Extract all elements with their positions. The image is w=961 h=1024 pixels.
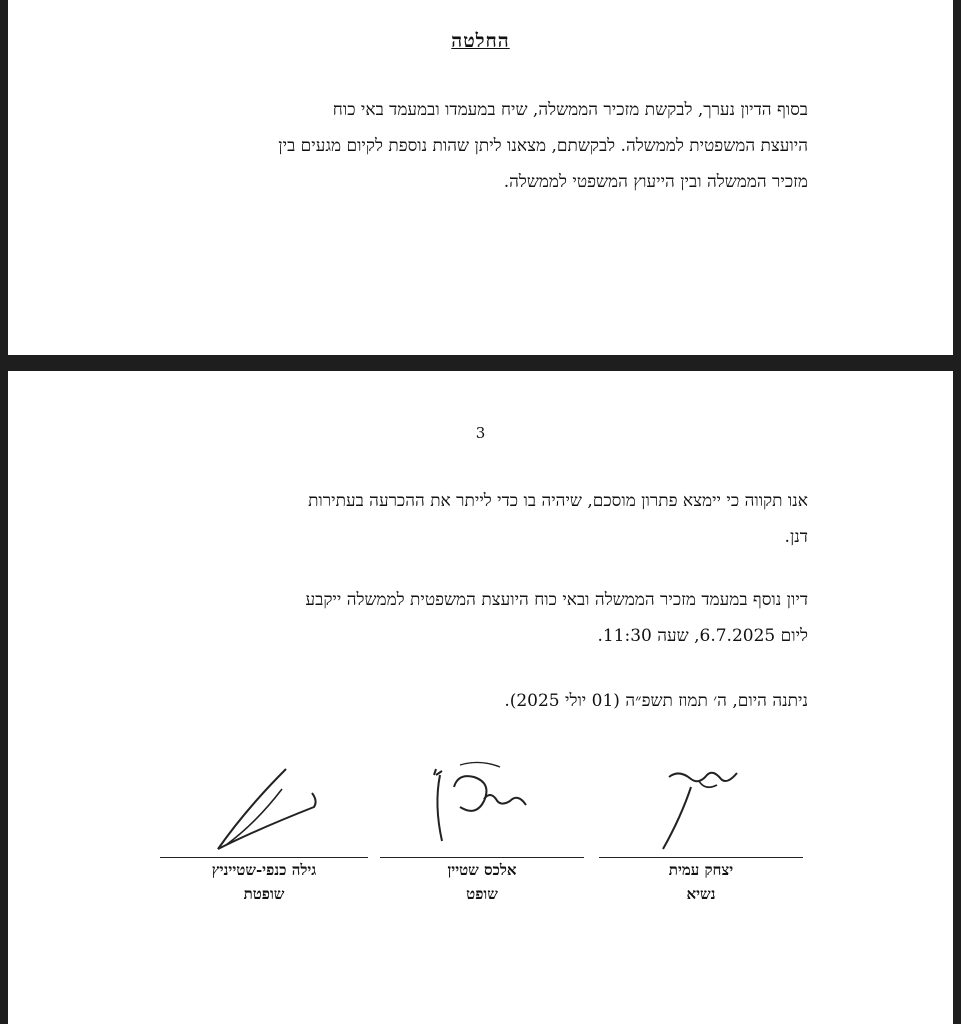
decision-line: בסוף הדיון נערך, לבקשת מזכיר הממשלה, שיח במעמדו ובמעמד באי כוח [332, 100, 808, 120]
given-today-line: ניתנה היום, ה׳ תמוז תשפ״ה (01 יולי 2025). [504, 691, 808, 711]
signature-line [380, 857, 584, 858]
signature-line [160, 857, 368, 858]
signer-title: שופטת [243, 885, 285, 903]
signer-title: שופט [466, 885, 498, 903]
signature-line [599, 857, 803, 858]
signer-name: יצחק עמית [668, 861, 734, 879]
handwritten-signature-icon [160, 757, 368, 857]
page-number: 3 [475, 424, 486, 442]
further-hearing-line: דיון נוסף במעמד מזכיר הממשלה ובאי כוח היועצת המשפטית לממשלה ייקבע [305, 590, 808, 610]
further-hearing-line: ליום 6.7.2025, שעה 11:30. [597, 626, 808, 646]
signer-name: גילה כנפי-שטייניץ [211, 861, 317, 879]
hope-line: אנו תקווה כי יימצא פתרון מוסכם, שיהיה בו כדי לייתר את ההכרעה בעתירות [308, 491, 808, 511]
handwritten-signature-icon [599, 757, 803, 857]
hope-paragraph [138, 483, 808, 555]
signer-title: נשיא [686, 885, 716, 903]
document-page-top [8, 0, 953, 355]
signer-name: אלכס שטיין [447, 861, 517, 879]
further-hearing-paragraph [138, 582, 808, 654]
document-page-bottom [8, 371, 953, 1024]
handwritten-signature-icon [380, 757, 584, 857]
decision-heading: החלטה [451, 30, 510, 52]
hope-line: דנן. [784, 527, 808, 547]
decision-paragraph [138, 92, 808, 200]
decision-line: מזכיר הממשלה ובין הייעוץ המשפטי לממשלה. [503, 172, 808, 192]
decision-line: היועצת המשפטית לממשלה. לבקשתם, מצאנו ליתן שהות נוספת לקיום מגעים בין [278, 136, 808, 156]
